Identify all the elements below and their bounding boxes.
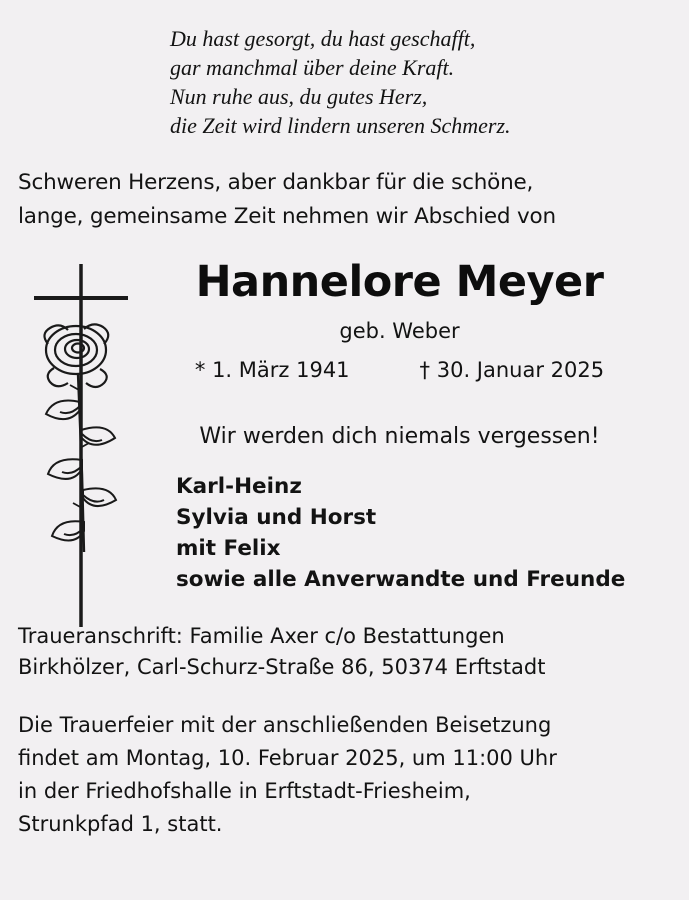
ceremony-details	[18, 709, 671, 841]
poem-line: gar manchmal über deine Kraft.	[170, 55, 455, 80]
mourner-line: sowie alle Anverwandte und Freunde	[176, 567, 626, 592]
ceremony-line: Die Trauerfeier mit der anschließenden Beisetzung	[18, 713, 552, 737]
address-line: Traueranschrift: Familie Axer c/o Bestattungen	[18, 624, 505, 648]
intro-line: Schweren Herzens, aber dankbar für die schöne,	[18, 170, 534, 195]
intro-line: lange, gemeinsame Zeit nehmen wir Abschied von	[18, 204, 556, 229]
deceased-name: Hannelore Meyer	[195, 257, 604, 307]
mourner-line: Sylvia und Horst	[176, 505, 377, 530]
maiden-name: geb. Weber	[339, 319, 460, 343]
mourner-line: Karl-Heinz	[176, 474, 302, 499]
ceremony-line: findet am Montag, 10. Februar 2025, um 11:00 Uhr	[18, 746, 557, 770]
life-dates	[128, 358, 671, 382]
poem-line: Du hast gesorgt, du hast geschafft,	[170, 26, 476, 51]
mourner-line: mit Felix	[176, 536, 281, 561]
ceremony-line: in der Friedhofshalle in Erftstadt-Friesheim,	[18, 779, 471, 803]
farewell-line: Wir werden dich niemals vergessen!	[199, 424, 600, 449]
cross-with-rose-icon	[16, 252, 146, 632]
address-line: Birkhölzer, Carl-Schurz-Straße 86, 50374 Erftstadt	[18, 655, 546, 679]
poem-verse	[18, 18, 671, 140]
death-date: † 30. Januar 2025	[419, 358, 605, 382]
poem-line: die Zeit wird lindern unseren Schmerz.	[170, 113, 511, 138]
poem-line: Nun ruhe aus, du gutes Herz,	[170, 84, 428, 109]
intro-text	[18, 166, 671, 234]
birth-date: * 1. März 1941	[194, 358, 350, 382]
ceremony-line: Strunkpfad 1, statt.	[18, 812, 223, 836]
